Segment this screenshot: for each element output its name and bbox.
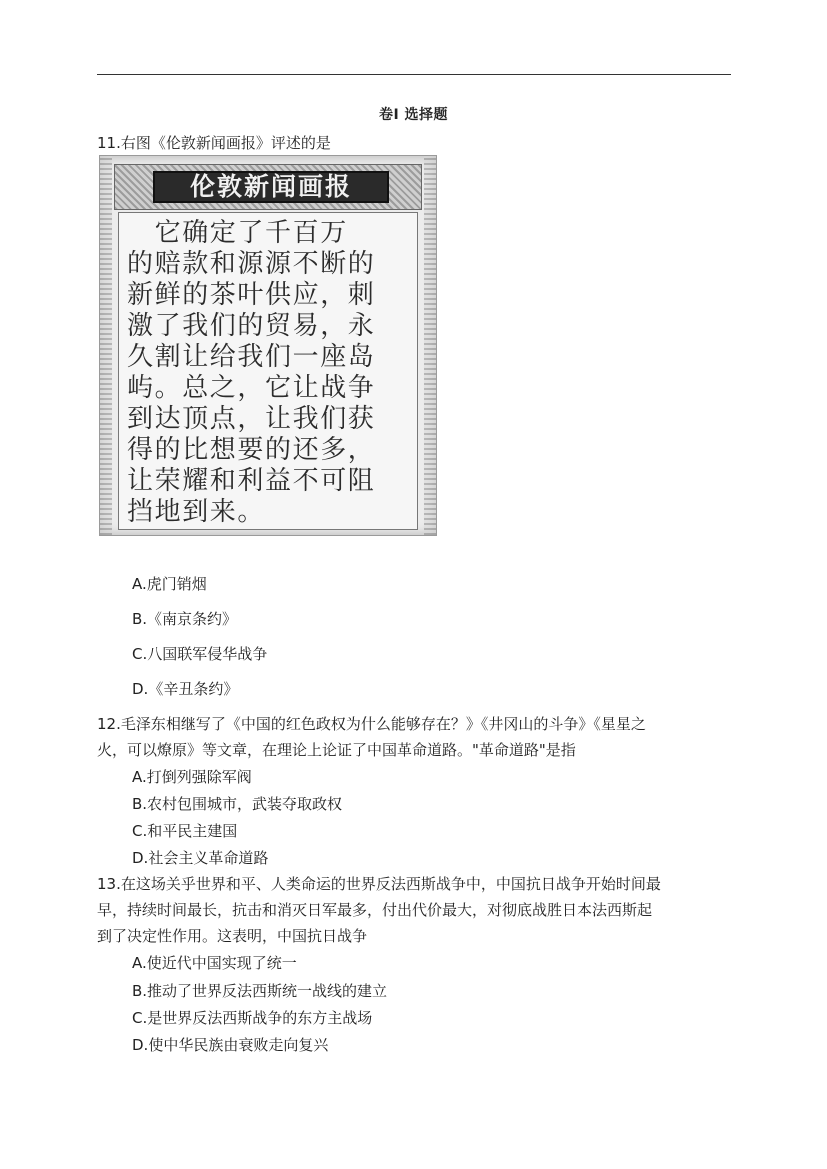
- newspaper-clipping-image: [99, 155, 437, 536]
- clipping-text-line: 挡地到来。: [127, 497, 266, 527]
- header-rule: [97, 74, 731, 75]
- clipping-border-left: [100, 156, 112, 535]
- clipping-text-line: 久割让给我们一座岛: [127, 342, 376, 372]
- question-12-stem-line: 火，可以燎原》等文章，在理论上论证了中国革命道路。"革命道路"是指: [97, 741, 576, 759]
- clipping-body: [118, 212, 418, 530]
- question-11-stem: 11.右图《伦敦新闻画报》评述的是: [97, 134, 331, 152]
- question-12-option-a[interactable]: A.打倒列强除军阀: [132, 768, 252, 786]
- question-13-option-a[interactable]: A.使近代中国实现了统一: [132, 954, 297, 972]
- clipping-text-line: 的赔款和源源不断的: [127, 249, 376, 279]
- clipping-text-line: 得的比想要的还多，: [127, 435, 376, 465]
- question-12-stem-line: 12.毛泽东相继写了《中国的红色政权为什么能够存在？》《井冈山的斗争》《星星之: [97, 715, 646, 733]
- clipping-border-right: [424, 156, 436, 535]
- question-11-option-a[interactable]: A.虎门销烟: [132, 575, 207, 593]
- question-13-stem-line: 13.在这场关乎世界和平、人类命运的世界反法西斯战争中，中国抗日战争开始时间最: [97, 875, 661, 893]
- clipping-text-line: 屿。总之，它让战争: [127, 373, 376, 403]
- question-13-stem-line: 到了决定性作用。这表明，中国抗日战争: [97, 927, 368, 945]
- question-13-option-c[interactable]: C.是世界反法西斯战争的东方主战场: [132, 1009, 373, 1027]
- question-12-option-d[interactable]: D.社会主义革命道路: [132, 849, 269, 867]
- question-13-option-d[interactable]: D.使中华民族由衰败走向复兴: [132, 1036, 329, 1054]
- question-13-option-b[interactable]: B.推动了世界反法西斯统一战线的建立: [132, 982, 388, 1000]
- clipping-text-line: 新鲜的茶叶供应，刺: [127, 280, 376, 310]
- clipping-banner: [114, 164, 422, 210]
- question-12-option-c[interactable]: C.和平民主建国: [132, 822, 238, 840]
- clipping-masthead: 伦敦新闻画报: [153, 171, 389, 203]
- question-11-option-b[interactable]: B.《南京条约》: [132, 610, 238, 628]
- section-title: 卷I 选择题: [378, 107, 449, 123]
- question-12-option-b[interactable]: B.农村包围城市，武装夺取政权: [132, 795, 343, 813]
- question-13-stem-line: 早，持续时间最长，抗击和消灭日军最多，付出代价最大，对彻底战胜日本法西斯起: [97, 901, 653, 919]
- question-11-option-d[interactable]: D.《辛丑条约》: [132, 680, 239, 698]
- clipping-text-line: 到达顶点，让我们获: [127, 404, 376, 434]
- question-11-option-c[interactable]: C.八国联军侵华战争: [132, 645, 268, 663]
- clipping-text-line: 让荣耀和利益不可阻: [127, 466, 376, 496]
- clipping-text-line: 它确定了千百万: [127, 218, 348, 248]
- clipping-text-line: 激了我们的贸易，永: [127, 311, 376, 341]
